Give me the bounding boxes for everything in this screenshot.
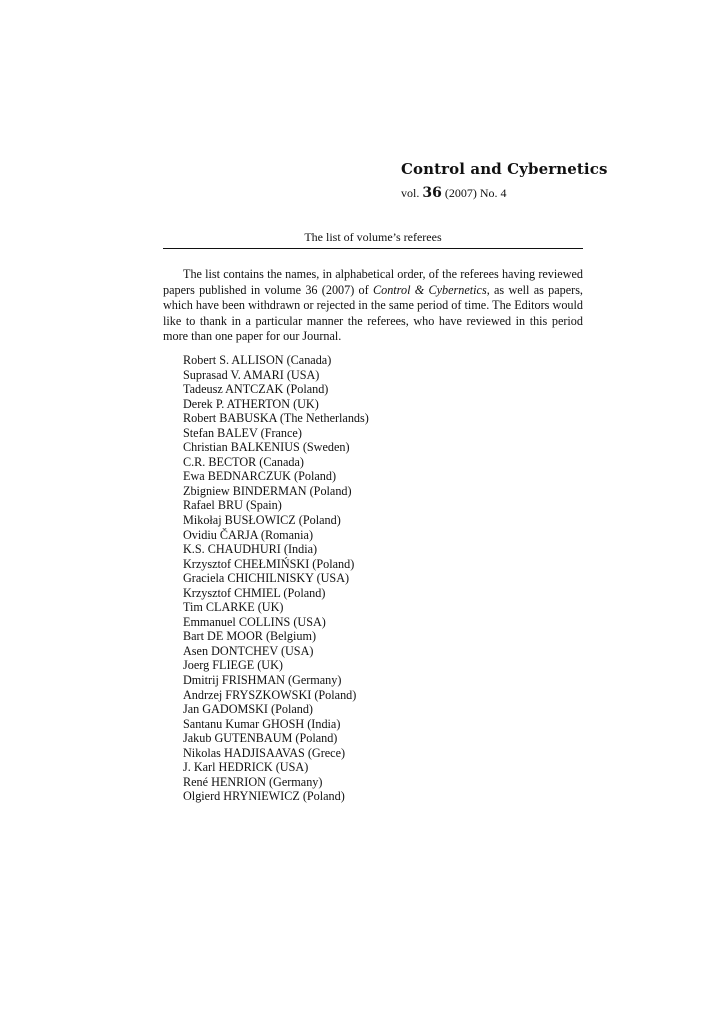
referee-entry: Dmitrij FRISHMAN (Germany) (183, 673, 342, 688)
referee-entry: Tim CLARKE (UK) (183, 600, 284, 615)
referee-entry: Ewa BEDNARCZUK (Poland) (183, 469, 337, 484)
referee-entry: Graciela CHICHILNISKY (USA) (183, 571, 350, 586)
referee-entry: K.S. CHAUDHURI (India) (183, 542, 318, 557)
referee-entry: Asen DONTCHEV (USA) (183, 643, 314, 658)
volume-number: 36 (422, 185, 442, 201)
referee-entry: Jakub GUTENBAUM (Poland) (183, 731, 338, 746)
referee-entry: René HENRION (Germany) (183, 774, 323, 789)
volume-year-issue: (2007) No. 4 (444, 186, 507, 200)
referee-entry: Santanu Kumar GHOSH (India) (183, 716, 341, 731)
journal-title: Control and Cybernetics (401, 160, 608, 178)
volume-info (401, 185, 507, 201)
referee-entry: Robert S. ALLISON (Canada) (183, 353, 332, 367)
referee-entry: Krzysztof CHMIEL (Poland) (183, 585, 326, 600)
volume-prefix: vol. (401, 186, 420, 200)
referee-entry: Robert BABUSKA (The Netherlands) (183, 411, 369, 426)
document-title: The list of volume’s referees (304, 230, 442, 244)
referee-entry: Zbigniew BINDERMAN (Poland) (183, 483, 352, 498)
intro-journal-name: Control & Cybernetics (372, 282, 487, 297)
referee-entry: Olgierd HRYNIEWICZ (Poland) (183, 789, 345, 804)
referee-entry: Joerg FLIEGE (UK) (183, 658, 283, 673)
referee-entry: Nikolas HADJISAAVAS (Grece) (183, 745, 346, 760)
intro-text-part1: The list contains the names, in alphabetical order, of the referees having reviewed papers published in volume 36 (2007) of (163, 267, 583, 297)
referee-entry: Tadeusz ANTCZAK (Poland) (183, 382, 329, 397)
referee-list (183, 353, 369, 804)
referee-entry: Stefan BALEV (France) (183, 425, 302, 440)
referee-entry: Rafael BRU (Spain) (183, 498, 282, 513)
referee-entry: J. Karl HEDRICK (USA) (183, 760, 309, 775)
referee-entry: Suprasad V. AMARI (USA) (183, 367, 320, 382)
referee-entry: Derek P. ATHERTON (UK) (183, 396, 319, 411)
referee-entry: Jan GADOMSKI (Poland) (183, 702, 313, 717)
title-divider (163, 248, 583, 249)
referee-entry: Bart DE MOOR (Belgium) (183, 629, 317, 644)
referee-entry: C.R. BECTOR (Canada) (183, 454, 304, 469)
referee-entry: Emmanuel COLLINS (USA) (183, 614, 326, 629)
referee-entry: Krzysztof CHEŁMIŃSKI (Poland) (183, 556, 355, 571)
referee-entry: Christian BALKENIUS (Sweden) (183, 440, 350, 455)
referee-entry: Andrzej FRYSZKOWSKI (Poland) (183, 687, 357, 702)
intro-text-part2: , as well as papers, which have been withdrawn or rejected in the same period of time. The Editors would like to thank in a particular manner the referees, who have reviewed in this period more than one paper for our Journal. (163, 282, 583, 343)
referee-entry: Mikołaj BUSŁOWICZ (Poland) (183, 513, 341, 528)
intro-paragraph (163, 267, 583, 345)
referee-entry: Ovidiu ČARJA (Romania) (183, 527, 313, 542)
